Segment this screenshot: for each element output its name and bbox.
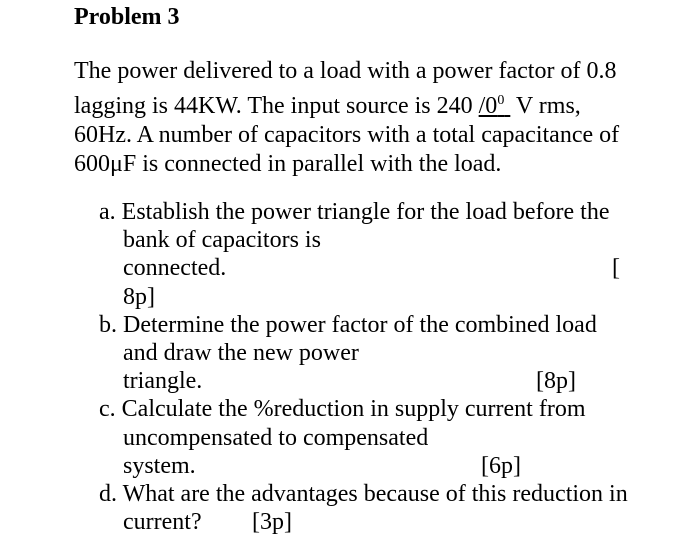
part-a-marks: 8p] [123,283,155,310]
question-list [99,198,659,536]
problem-title: Problem 3 [74,4,180,30]
part-d-marks: [3p] [252,509,292,536]
problem-statement [74,57,674,179]
statement-line-3: 60Hz. A number of capacitors with a total capacitance of [74,122,620,148]
statement-line-2 [74,86,674,121]
part-a-line-3 [99,254,659,282]
angle-notation [479,93,511,119]
part-d-line-1: d. What are the advantages because of this reduction in [99,480,628,507]
part-c-line-3 [99,452,659,480]
part-c-line-1: c. Calculate the %reduction in supply current from [99,396,586,423]
part-b-line-2: and draw the new power [123,339,359,366]
part-b-line-3-text: triangle. [123,368,203,395]
part-a-marks-bracket: [ [612,255,620,282]
part-b-line-3 [99,367,659,395]
part-c-line-3-text: system. [123,452,196,479]
part-d-line-2-text: current? [123,509,202,536]
part-a-line-2: bank of capacitors is [123,227,321,254]
part-b-line-1: b. Determine the power factor of the combined load [99,311,597,338]
degree-symbol: 0 [497,93,505,108]
statement-line-2-pre: lagging is 44KW. The input source is 240 [74,93,479,119]
part-c-marks: [6p] [481,452,521,479]
part-d-line-2 [99,508,659,536]
part-a-line-3-text: connected. [123,255,227,282]
part-b-marks: [8p] [536,368,576,395]
statement-line-1: The power delivered to a load with a power factor of 0.8 [74,58,617,84]
part-c-line-2: uncompensated to compensated [123,424,429,451]
statement-line-2-post: V rms, [510,93,581,119]
statement-line-4: 600μF is connected in parallel with the load. [74,151,502,177]
angle-symbol: /0 [478,93,498,119]
part-a-line-1: a. Establish the power triangle for the load before the [99,199,610,225]
